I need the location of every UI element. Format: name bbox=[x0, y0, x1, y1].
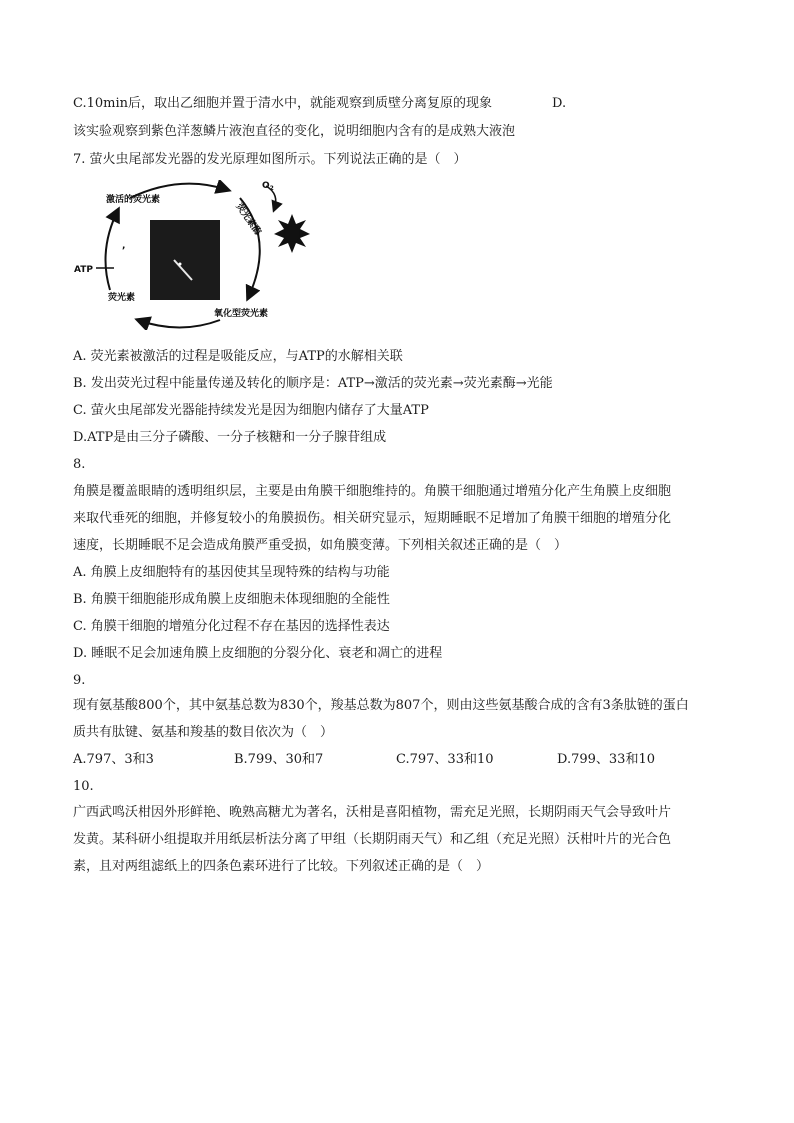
firefly-luminescence-diagram bbox=[70, 180, 320, 330]
question-8-stem-1: 角膜是覆盖眼睛的透明组织层，主要是由角膜干细胞维持的。角膜干细胞通过增殖分化产生角膜上皮细胞 bbox=[73, 484, 672, 499]
question-9-option-b: B.799、30和7 bbox=[234, 752, 324, 767]
center-dark-image bbox=[150, 220, 220, 300]
question-9-option-c: C.797、33和10 bbox=[396, 752, 494, 767]
question-8-number: 8. bbox=[73, 457, 86, 472]
label-activated-luciferin: 激活的荧光素 bbox=[106, 195, 161, 205]
question-7-option-d: D.ATP是由三分子磷酸、一分子核糖和一分子腺苷组成 bbox=[73, 430, 387, 445]
question-10-stem-2: 发黄。某科研小组提取并用纸层析法分离了甲组（长期阴雨天气）和乙组（充足光照）沃柑叶片的光合色 bbox=[73, 832, 672, 847]
question-10-stem-1: 广西武鸣沃柑因外形鲜艳、晚熟高糖尤为著名，沃柑是喜阳植物，需充足光照，长期阴雨天气会导致叶片 bbox=[73, 805, 672, 820]
option-c-line: C.10min后，取出乙细胞并置于清水中，就能观察到质壁分离复原的现象 bbox=[73, 96, 493, 111]
label-tick: , bbox=[122, 241, 126, 251]
question-7-option-a: A. 荧光素被激活的过程是吸能反应，与ATP的水解相关联 bbox=[73, 349, 403, 364]
label-oxidized-luciferin: 氧化型荧光素 bbox=[214, 309, 269, 319]
question-10-stem-3: 素，且对两组滤纸上的四条色素环进行了比较。下列叙述正确的是（ ） bbox=[73, 859, 490, 874]
question-8-stem-3: 速度，长期睡眠不足会造成角膜严重受损，如角膜变薄。下列相关叙述正确的是（ ） bbox=[73, 538, 568, 553]
question-8-stem-2: 来取代垂死的细胞，并修复较小的角膜损伤。相关研究显示，短期睡眠不足增加了角膜干细胞的增殖分化 bbox=[73, 511, 672, 526]
label-atp: ATP bbox=[74, 265, 94, 275]
question-7-stem: 7. 萤火虫尾部发光器的发光原理如图所示。下列说法正确的是（ ） bbox=[73, 152, 467, 167]
label-luciferase: 荧光素酶 bbox=[233, 201, 263, 238]
label-luciferin: 荧光素 bbox=[108, 293, 136, 303]
cycle-arc-left bbox=[106, 210, 119, 290]
question-9-option-d: D.799、33和10 bbox=[557, 752, 655, 767]
cycle-arc-bottom bbox=[138, 320, 220, 328]
question-9-option-a: A.797、3和3 bbox=[73, 752, 154, 767]
question-10-number: 10. bbox=[73, 779, 94, 794]
question-9-stem-2: 质共有肽键、氨基和羧基的数目依次为（ ） bbox=[73, 725, 334, 740]
question-8-option-a: A. 角膜上皮细胞特有的基因使其呈现特殊的结构与功能 bbox=[73, 565, 390, 580]
question-8-option-c: C. 角膜干细胞的增殖分化过程不存在基因的选择性表达 bbox=[73, 619, 390, 634]
question-7-option-b: B. 发出荧光过程中能量传递及转化的顺序是：ATP→激活的荧光素→荧光素酶→光能 bbox=[73, 376, 553, 391]
question-9-stem-1: 现有氨基酸800个，其中氨基总数为830个，羧基总数为807个，则由这些氨基酸合成的含有3条肽链的蛋白 bbox=[73, 698, 689, 713]
question-7-option-c: C. 萤火虫尾部发光器能持续发光是因为细胞内储存了大量ATP bbox=[73, 403, 429, 418]
label-o2: $O_2$ bbox=[262, 181, 274, 192]
question-9-number: 9. bbox=[73, 673, 86, 688]
question-8-option-b: B. 角膜干细胞能形成角膜上皮细胞未体现细胞的全能性 bbox=[73, 592, 390, 607]
option-d-label: D. bbox=[552, 96, 567, 111]
question-8-option-d: D. 睡眠不足会加速角膜上皮细胞的分裂分化、衰老和凋亡的进程 bbox=[73, 646, 443, 661]
option-d-text: 该实验观察到紫色洋葱鳞片液泡直径的变化，说明细胞内含有的是成熟大液泡 bbox=[73, 124, 516, 139]
